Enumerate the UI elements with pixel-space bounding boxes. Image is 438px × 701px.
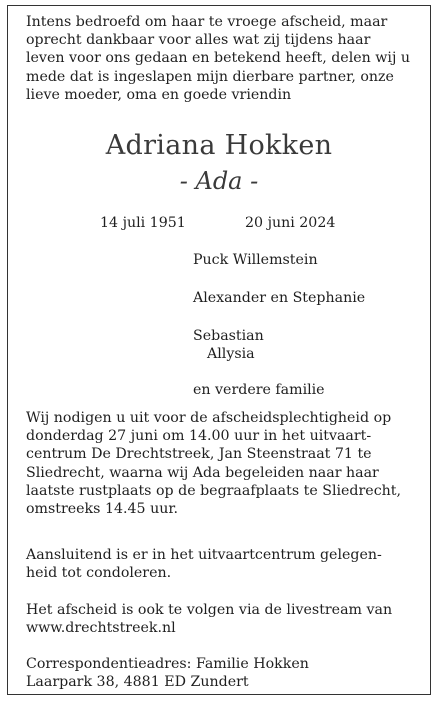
family-children: Alexander en Stephanie bbox=[193, 290, 366, 306]
condolence-line: heid tot condoleren. bbox=[26, 565, 172, 582]
service-line: Sliedrecht, waarna wij Ada begeleiden naar haar bbox=[26, 464, 379, 481]
service-paragraph bbox=[26, 409, 411, 518]
correspondence-address: Laarpark 38, 4881 ED Zundert bbox=[26, 674, 249, 691]
service-line: Wij nodigen u uit voor de afscheidsplechtigheid op bbox=[26, 410, 392, 426]
family-partner: Puck Willemstein bbox=[193, 252, 318, 268]
family-grandchild: Allysia bbox=[207, 346, 255, 362]
livestream-paragraph bbox=[26, 601, 411, 637]
intro-line: leven voor ons gedaan en betekend heeft, delen wij u bbox=[26, 50, 411, 67]
livestream-text: Het afscheid is ook te volgen via de livestream van bbox=[26, 602, 393, 618]
correspondence-paragraph bbox=[26, 655, 411, 691]
family-child: Sebastian bbox=[193, 328, 264, 344]
intro-line: lieve moeder, oma en goede vriendin bbox=[26, 86, 292, 103]
intro-line: mede dat is ingeslapen mijn dierbare partner, onze bbox=[26, 68, 394, 85]
birth-date: 14 juli 1951 bbox=[100, 215, 186, 231]
obituary-card bbox=[7, 5, 431, 695]
condolence-paragraph bbox=[26, 546, 411, 582]
intro-line: oprecht dankbaar voor alles wat zij tijdens haar bbox=[26, 32, 371, 49]
intro-paragraph bbox=[26, 13, 411, 104]
service-line: omstreeks 14.45 uur. bbox=[26, 501, 179, 518]
family-others: en verdere familie bbox=[193, 382, 325, 398]
service-line: laatste rustplaats op de begraafplaats te Sliedrecht, bbox=[26, 482, 401, 499]
intro-line: Intens bedroefd om haar te vroege afscheid, maar bbox=[26, 14, 388, 30]
service-line: donderdag 27 juni om 14.00 uur in het uitvaart- bbox=[26, 428, 372, 445]
livestream-link[interactable]: www.drechtstreek.nl bbox=[26, 620, 176, 637]
service-line: centrum De Drechtstreek, Jan Steenstraat 71 te bbox=[26, 446, 372, 463]
deceased-nickname: - Ada - bbox=[179, 167, 259, 195]
condolence-line: Aansluitend is er in het uitvaartcentrum gelegen- bbox=[26, 547, 382, 563]
death-date: 20 juni 2024 bbox=[245, 215, 336, 231]
correspondence-line: Correspondentieadres: Familie Hokken bbox=[26, 656, 309, 672]
deceased-name: Adriana Hokken bbox=[105, 130, 333, 161]
